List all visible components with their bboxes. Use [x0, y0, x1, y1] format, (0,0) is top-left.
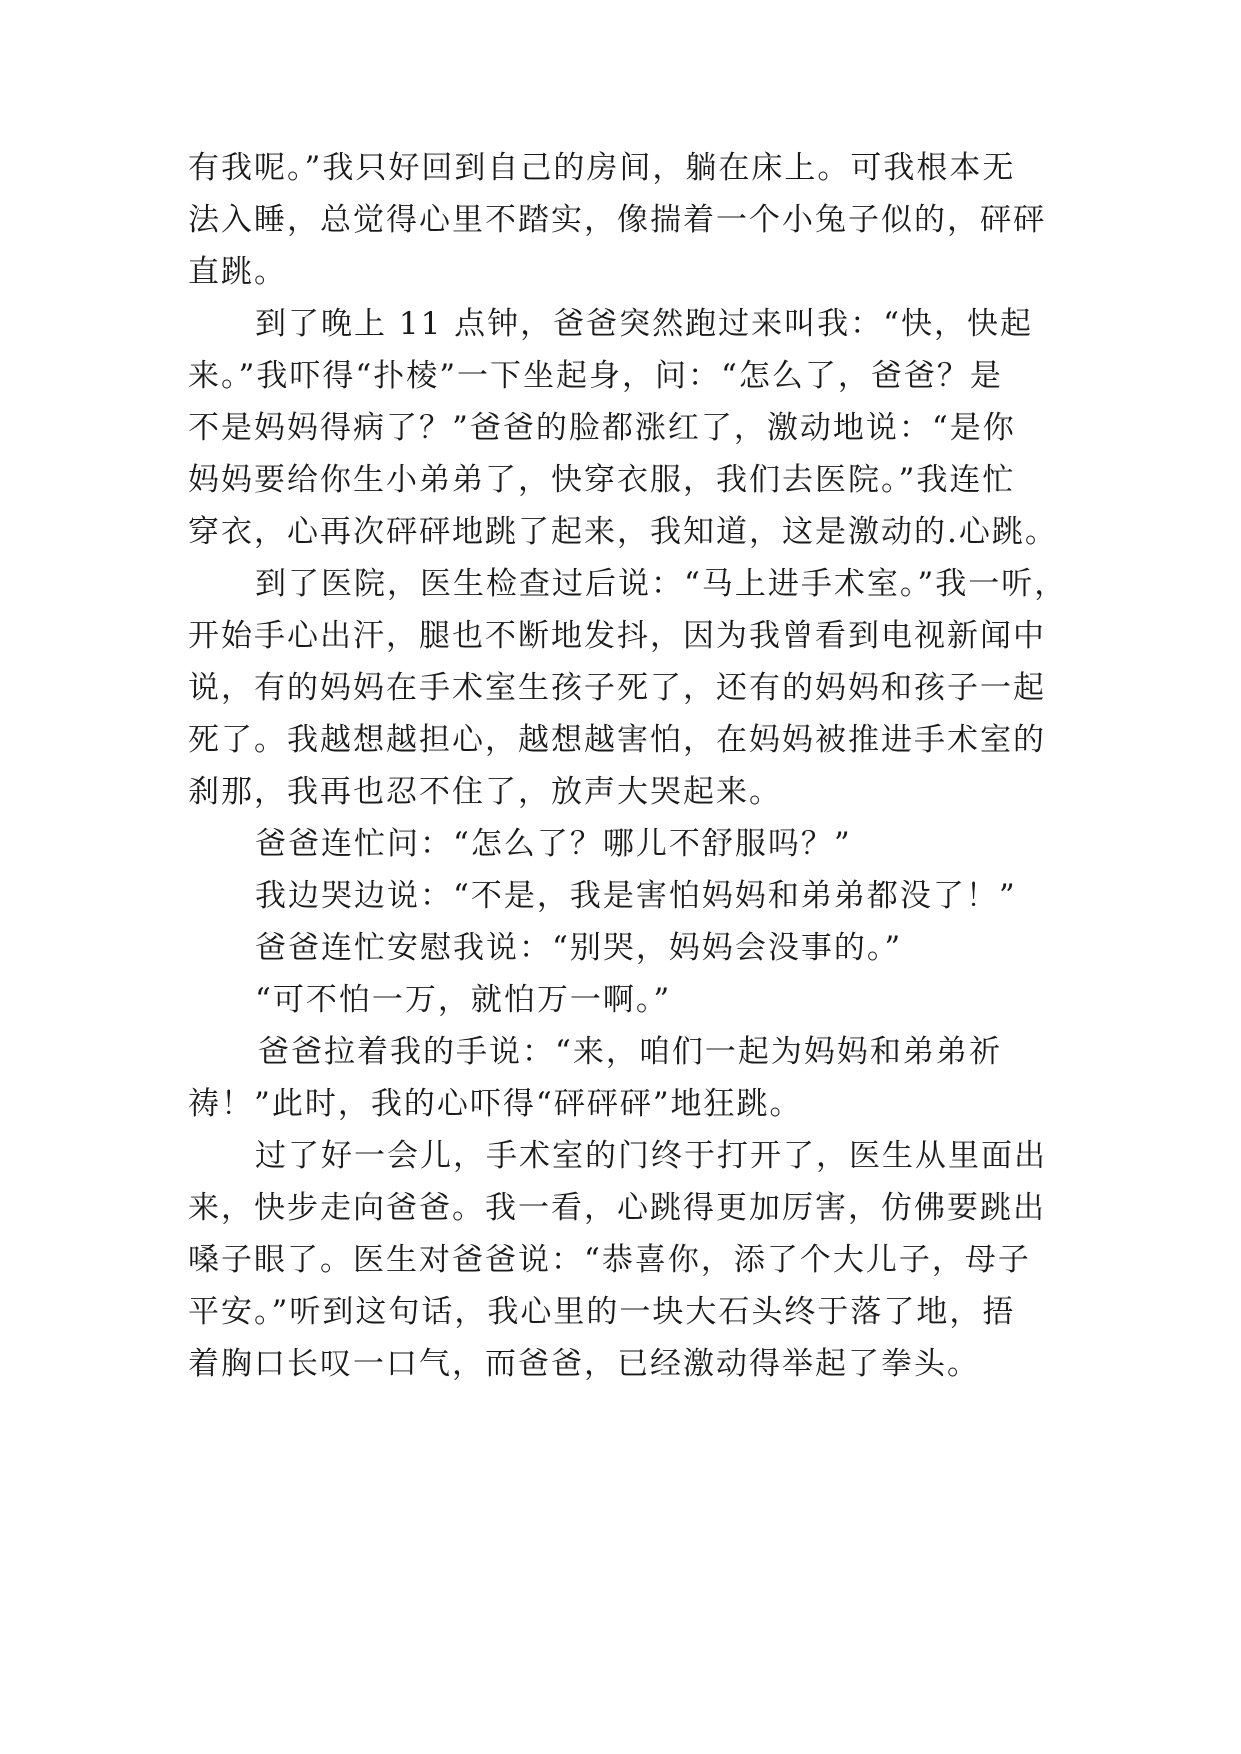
text-line: 法入睡，总觉得心里不踏实，像揣着一个小兔子似的，砰砰	[188, 202, 1046, 238]
text-line: 死了。我越想越担心，越想越害怕，在妈妈被推进手术室的	[188, 722, 1046, 758]
text-line: 妈妈要给你生小弟弟了，快穿衣服，我们去医院。”我连忙	[188, 462, 1016, 498]
text-line: 刹那，我再也忍不住了，放声大哭起来。	[188, 774, 782, 810]
text-line: 直跳。	[188, 254, 287, 290]
text-line: 我边哭边说：“不是，我是害怕妈妈和弟弟都没了！”	[255, 878, 1017, 914]
text-line: 不是妈妈得病了？”爸爸的脸都涨红了，激动地说：“是你	[188, 410, 1016, 446]
text-line: 到了医院，医生检查过后说：“马上进手术室。”我一听，	[255, 566, 1068, 602]
text-line: 穿衣，心再次砰砰地跳了起来，我知道，这是激动的.心跳。	[188, 514, 1058, 550]
text-line: 来。”我吓得“扑棱”一下坐起身，问：“怎么了，爸爸？是	[188, 358, 1003, 394]
text-line: 来，快步走向爸爸。我一看，心跳得更加厉害，仿佛要跳出	[188, 1190, 1046, 1226]
text-line: 爸爸连忙安慰我说：“别哭，妈妈会没事的。”	[255, 930, 903, 966]
text-line: 开始手心出汗，腿也不断地发抖，因为我曾看到电视新闻中	[188, 618, 1046, 654]
text-line: “可不怕一万，就怕万一啊。”	[255, 982, 672, 1018]
text-line: 说，有的妈妈在手术室生孩子死了，还有的妈妈和孩子一起	[188, 670, 1046, 706]
text-line: 过了好一会儿，手术室的门终于打开了，医生从里面出	[255, 1138, 1047, 1174]
text-line: 到了晚上 11 点钟，爸爸突然跑过来叫我：“快，快起	[255, 306, 1034, 342]
text-line: 爸爸连忙问：“怎么了？哪儿不舒服吗？”	[255, 826, 852, 862]
text-line: 着胸口长叹一口气，而爸爸，已经激动得举起了拳头。	[188, 1346, 980, 1382]
text-line: 平安。”听到这句话，我心里的一块大石头终于落了地，捂	[188, 1294, 1016, 1330]
text-line: 爸爸拉着我的手说：“来，咱们一起为妈妈和弟弟祈	[258, 1034, 1002, 1070]
text-line: 嗓子眼了。医生对爸爸说：“恭喜你，添了个大儿子，母子	[188, 1242, 1031, 1278]
text-line: 有我呢。”我只好回到自己的房间，躺在床上。可我根本无	[188, 150, 1016, 186]
text-line: 祷！”此时，我的心吓得“砰砰砰”地狂跳。	[188, 1086, 803, 1122]
